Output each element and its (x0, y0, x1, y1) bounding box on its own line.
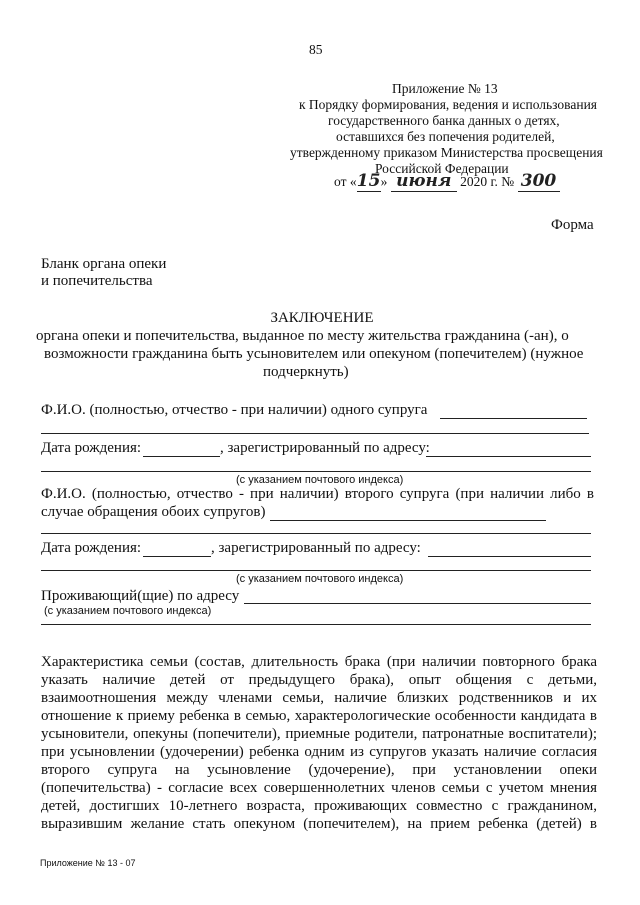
footer-note: Приложение № 13 - 07 (40, 858, 136, 868)
birth-date-2-label: Дата рождения: (41, 540, 142, 556)
char-line-6: при усыновлении (удочерении) ребенка одним из супругов указать наличие согласия (41, 744, 597, 760)
birth-date-2-line (143, 556, 211, 557)
date-year: 2020 г. № (460, 174, 515, 189)
registered-1-line (426, 456, 591, 457)
page-number: 85 (309, 42, 323, 57)
postal-note-2: (с указанием почтового индекса) (236, 573, 404, 585)
residing-line (244, 603, 591, 604)
subtitle-line-1: органа опеки и попечительства, выданное по месту жительства гражданина (-ан), о (36, 328, 569, 344)
char-line-4: отношение к приему ребенка в семью, характерологические особенности кандидата в (41, 708, 597, 724)
blank-line-1: Бланк органа опеки (41, 256, 167, 272)
appendix-date-line (334, 171, 560, 192)
appendix-line-6: Российской Федерации (375, 161, 509, 176)
appendix-line-5: утвержденному приказом Министерства просвещения (290, 145, 603, 160)
registered-2-label: , зарегистрированный по адресу: (211, 540, 421, 556)
char-line-3: взаимоотношения между членами семьи, наличие близких родственников и их (41, 690, 597, 706)
address-2-line (41, 570, 591, 571)
birth-date-1-label: Дата рождения: (41, 440, 142, 456)
spouse2-line-2: случае обращения обоих супругов) (41, 504, 266, 520)
document-title: ЗАКЛЮЧЕНИЕ (270, 310, 374, 326)
appendix-line-4: оставшихся без попечения родителей, (336, 129, 555, 144)
appendix-line-1: Приложение № 13 (392, 81, 498, 96)
char-line-2: указать наличие детей от предыдущего брака), опыт общения с детьми, (41, 672, 597, 688)
appendix-line-2: к Порядку формирования, ведения и использования (299, 97, 598, 112)
spouse2-line-1: Ф.И.О. (полностью, отчество - при наличии) второго супруга (при наличии либо в (41, 486, 594, 502)
registered-1-label: , зарегистрированный по адресу: (220, 440, 430, 456)
blank-line-2: и попечительства (41, 273, 153, 289)
residing-label: Проживающий(щие) по адресу (41, 588, 240, 604)
spouse2-name-line-2 (41, 533, 591, 534)
date-day: 15 (356, 171, 381, 191)
birth-date-1-line (143, 456, 220, 457)
address-1-line (41, 471, 591, 472)
registered-2-line (428, 556, 591, 557)
postal-note-1: (с указанием почтового индекса) (236, 474, 404, 486)
postal-note-3: (с указанием почтового индекса) (44, 605, 212, 617)
subtitle-line-3: подчеркнуть) (263, 364, 349, 380)
char-line-8: (попечительства) - согласие всех совершеннолетних членов семьи с учетом мнения (41, 780, 597, 796)
residing-line-2 (41, 624, 591, 625)
char-line-7: второго супруга на усыновление (удочерение), при установлении опеки (41, 762, 597, 778)
date-prefix: от « (334, 174, 357, 189)
char-line-10: выразившим желание стать опекуном (попечителем), на прием ребенка (детей) в (41, 816, 597, 832)
appendix-line-3: государственного банка данных о детях, (328, 113, 560, 128)
date-mid: » (380, 174, 388, 189)
char-line-5: усыновители, опекуны (попечители), приемные родители, патронатные воспитатели); (41, 726, 597, 742)
subtitle-line-2: возможности гражданина быть усыновителем или опекуном (попечителем) (нужное (44, 346, 584, 362)
spouse1-name-label: Ф.И.О. (полностью, отчество - при наличии) одного супруга (41, 402, 428, 418)
date-month: июня (391, 171, 457, 192)
spouse1-name-line-2 (41, 433, 589, 434)
char-line-1: Характеристика семьи (состав, длительность брака (при наличии повторного брака (41, 654, 597, 670)
char-line-9: детей, достигших 10-летнего возраста, проживающих совместно с гражданином, (41, 798, 597, 814)
order-number: 300 (518, 171, 560, 192)
spouse1-name-line (440, 418, 587, 419)
form-label: Форма (551, 217, 594, 233)
spouse2-name-line (270, 520, 546, 521)
